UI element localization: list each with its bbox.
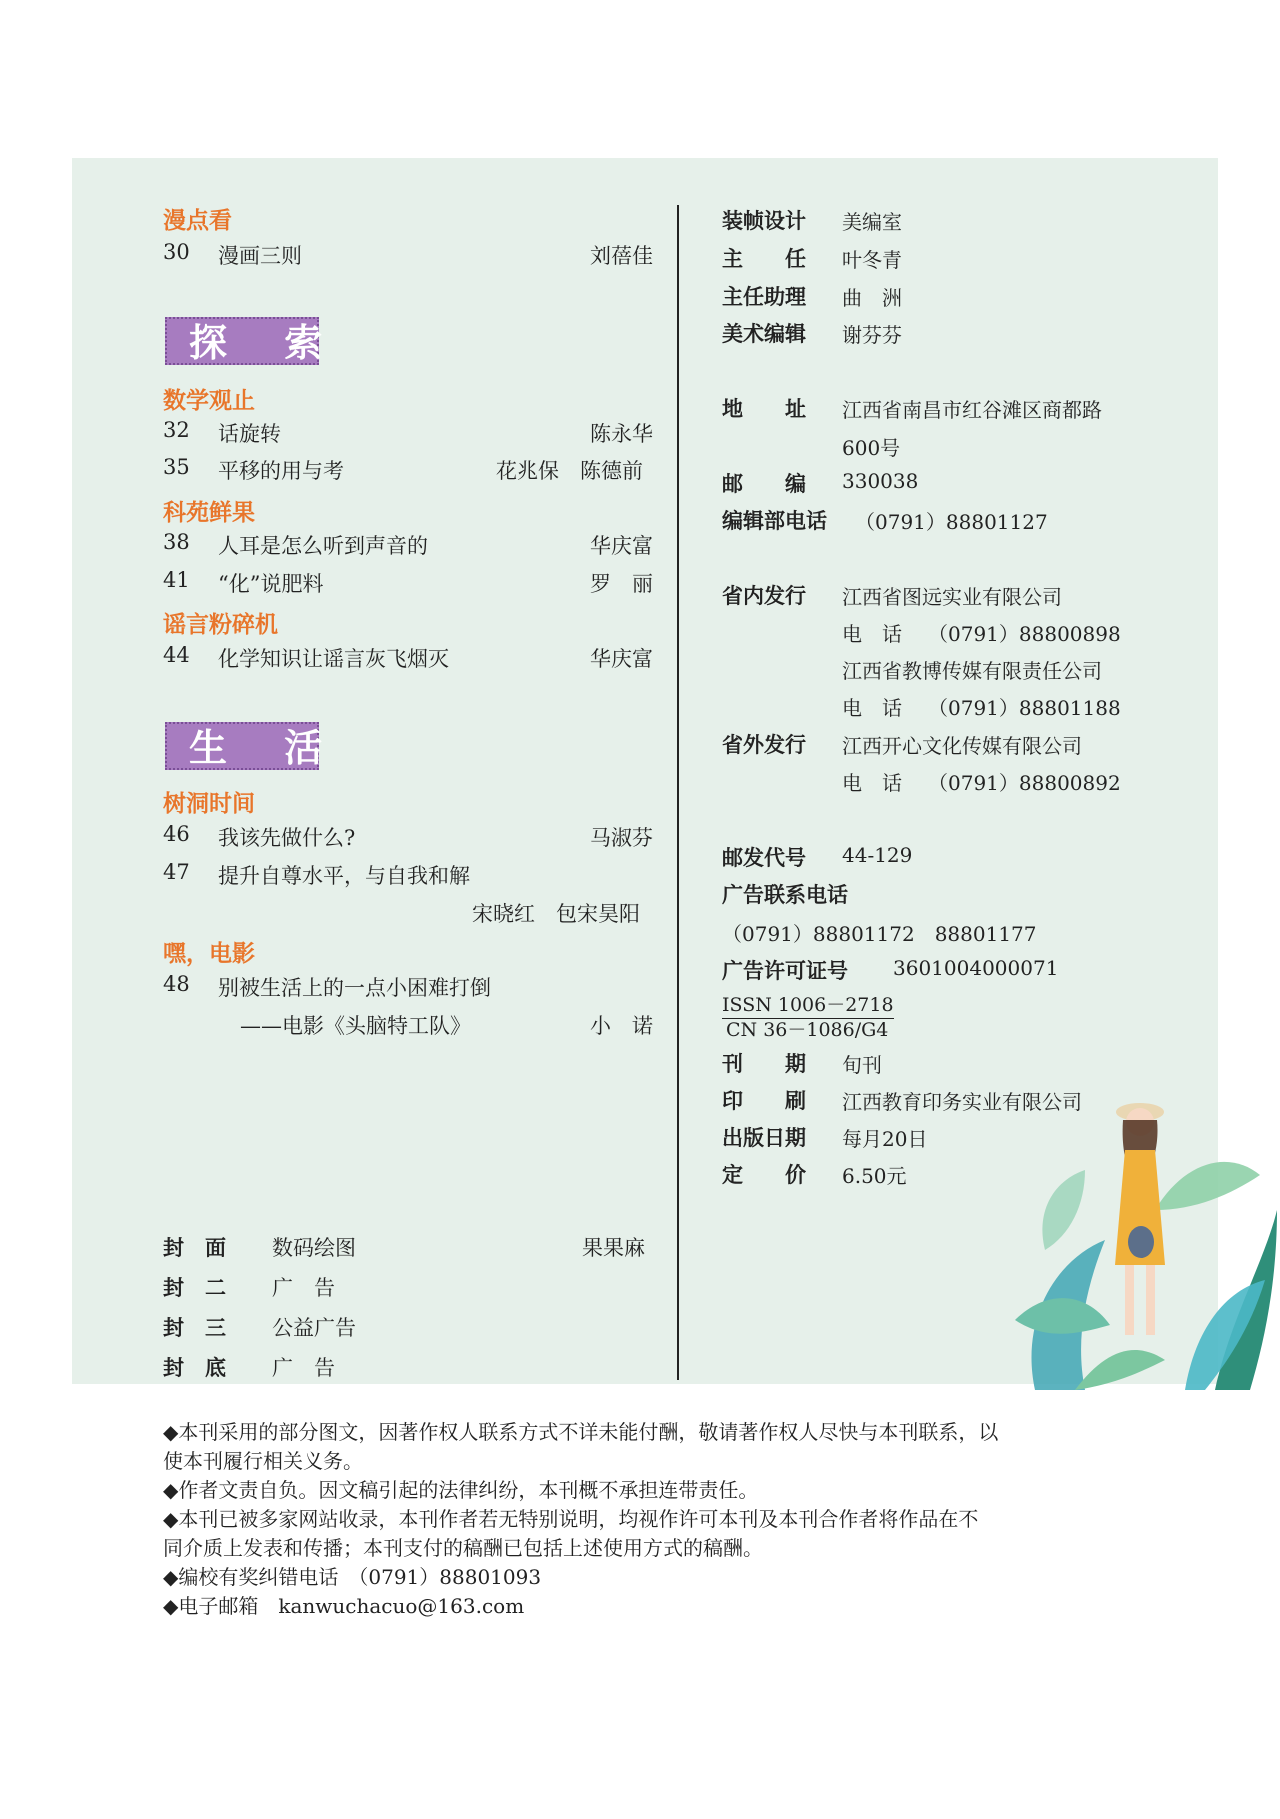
- toc-page: 48: [163, 972, 190, 996]
- period-value: 旬刊: [842, 1053, 882, 1077]
- distributor-name: 江西开心文化传媒有限公司: [842, 734, 1082, 758]
- subhead-treehole: 树洞时间: [163, 791, 255, 817]
- toc-title[interactable]: 化学知识让谣言灰飞烟灭: [218, 647, 449, 671]
- cover-value: 公益广告: [272, 1316, 356, 1340]
- price-label: 定 价: [722, 1163, 806, 1187]
- pubdate-value: 每月20日: [842, 1127, 928, 1151]
- toc-author: 小 诺: [590, 1014, 653, 1038]
- toc-page: 41: [163, 568, 190, 592]
- cover-value: 广 告: [272, 1356, 335, 1380]
- cover-label: 封 二: [163, 1276, 226, 1300]
- girl-with-plants-illustration: [1015, 1090, 1280, 1390]
- toc-page: 30: [163, 240, 190, 264]
- staff-label: 美术编辑: [722, 322, 806, 346]
- toc-author: 罗 丽: [590, 572, 653, 596]
- ad-license-value: 3601004000071: [893, 956, 1059, 980]
- distributor-phone: （0791）88801188: [928, 696, 1121, 720]
- toc-page: 35: [163, 455, 190, 479]
- toc-author: 华庆富: [590, 534, 653, 558]
- toc-title[interactable]: 漫画三则: [218, 244, 302, 268]
- ad-phone-label: 广告联系电话: [722, 883, 848, 907]
- distributor-phone-label: 电 话: [842, 771, 902, 795]
- toc-author: 华庆富: [590, 647, 653, 671]
- toc-author: 花兆保 陈德前: [496, 459, 643, 483]
- footnote-line: ◆本刊采用的部分图文，因著作权人联系方式不详未能付酬，敬请著作权人尽快与本刊联系，以: [163, 1420, 999, 1444]
- toc-subtitle: ——电影《头脑特工队》: [240, 1014, 471, 1038]
- distributor-phone: （0791）88800898: [928, 622, 1121, 646]
- post-code-label: 邮发代号: [722, 846, 806, 870]
- column-divider: [677, 205, 679, 1380]
- cover-label: 封 面: [163, 1236, 226, 1260]
- cover-value: 数码绘图: [272, 1236, 356, 1260]
- toc-title[interactable]: 提升自尊水平，与自我和解: [218, 864, 470, 888]
- issn: ISSN 1006－2718: [722, 990, 894, 1019]
- toc-title[interactable]: 话旋转: [218, 422, 281, 446]
- outside-label: 省外发行: [722, 733, 806, 757]
- toc-title[interactable]: “化”说肥料: [218, 572, 324, 596]
- toc-author: 宋晓红 包宋昊阳: [472, 902, 640, 926]
- toc-author: 陈永华: [590, 422, 653, 446]
- distributor-phone: （0791）88800892: [928, 771, 1121, 795]
- toc-author: 刘蓓佳: [590, 244, 653, 268]
- ad-phone-value: （0791）88801172 88801177: [722, 922, 1037, 946]
- cover-value: 广 告: [272, 1276, 335, 1300]
- staff-value: 美编室: [842, 210, 902, 234]
- ad-license-label: 广告许可证号: [722, 959, 848, 983]
- subhead-math: 数学观止: [163, 388, 255, 414]
- staff-value: 曲 洲: [842, 286, 902, 310]
- toc-page: 46: [163, 822, 190, 846]
- distributor-name: 江西省教博传媒有限责任公司: [842, 659, 1102, 683]
- toc-title[interactable]: 平移的用与考: [218, 459, 344, 483]
- toc-title[interactable]: 我该先做什么?: [218, 826, 356, 850]
- address-line2: 600号: [842, 436, 901, 460]
- subhead-mandiankan: 漫点看: [163, 208, 232, 234]
- period-label: 刊 期: [722, 1052, 806, 1076]
- distributor-name: 江西省图远实业有限公司: [842, 585, 1062, 609]
- section-heading-life: 生 活: [165, 722, 319, 770]
- print-label: 印 刷: [722, 1089, 806, 1113]
- editorial-phone-label: 编辑部电话: [722, 509, 827, 533]
- post-code-value: 44-129: [842, 843, 913, 867]
- footnote-line: ◆作者文责自负。因文稿引起的法律纠纷，本刊概不承担连带责任。: [163, 1478, 759, 1502]
- subhead-science: 科苑鲜果: [163, 500, 255, 526]
- staff-label: 主 任: [722, 247, 806, 271]
- price-value: 6.50元: [842, 1164, 907, 1188]
- toc-author: 马淑芬: [590, 826, 653, 850]
- editorial-phone-value: （0791）88801127: [855, 510, 1048, 534]
- domestic-label: 省内发行: [722, 584, 806, 608]
- distributor-phone-label: 电 话: [842, 622, 902, 646]
- subhead-movie: 嘿，电影: [163, 941, 255, 967]
- toc-page: 44: [163, 643, 190, 667]
- address-line1: 江西省南昌市红谷滩区商都路: [842, 398, 1102, 422]
- cover-label: 封 底: [163, 1356, 226, 1380]
- section-heading-explore: 探 索: [165, 317, 319, 365]
- cover-author: 果果麻: [582, 1236, 645, 1260]
- subhead-rumor: 谣言粉碎机: [163, 612, 278, 638]
- footnote-line: ◆编校有奖纠错电话 （0791）88801093: [163, 1565, 542, 1589]
- address-label: 地 址: [722, 397, 806, 421]
- cn-number: CN 36－1086/G4: [726, 1019, 889, 1041]
- toc-title[interactable]: 人耳是怎么听到声音的: [218, 534, 428, 558]
- footnote-line: ◆本刊已被多家网站收录，本刊作者若无特别说明，均视作许可本刊及本刊合作者将作品在不: [163, 1507, 979, 1531]
- footnote-email: ◆电子邮箱 kanwuchacuo@163.com: [163, 1594, 525, 1618]
- postcode-value: 330038: [842, 469, 919, 493]
- print-value: 江西教育印务实业有限公司: [842, 1090, 1082, 1114]
- staff-label: 装帧设计: [722, 209, 806, 233]
- cover-label: 封 三: [163, 1316, 226, 1340]
- distributor-phone-label: 电 话: [842, 696, 902, 720]
- toc-page: 38: [163, 530, 190, 554]
- footnote-line: 同介质上发表和传播；本刊支付的稿酬已包括上述使用方式的稿酬。: [163, 1536, 763, 1560]
- footnote-line: 使本刊履行相关义务。: [163, 1449, 363, 1473]
- toc-page: 32: [163, 418, 190, 442]
- postcode-label: 邮 编: [722, 472, 806, 496]
- pubdate-label: 出版日期: [722, 1126, 806, 1150]
- staff-label: 主任助理: [722, 285, 806, 309]
- staff-value: 谢芬芬: [842, 323, 902, 347]
- toc-page: 47: [163, 860, 190, 884]
- toc-title[interactable]: 别被生活上的一点小困难打倒: [218, 976, 491, 1000]
- staff-value: 叶冬青: [842, 248, 902, 272]
